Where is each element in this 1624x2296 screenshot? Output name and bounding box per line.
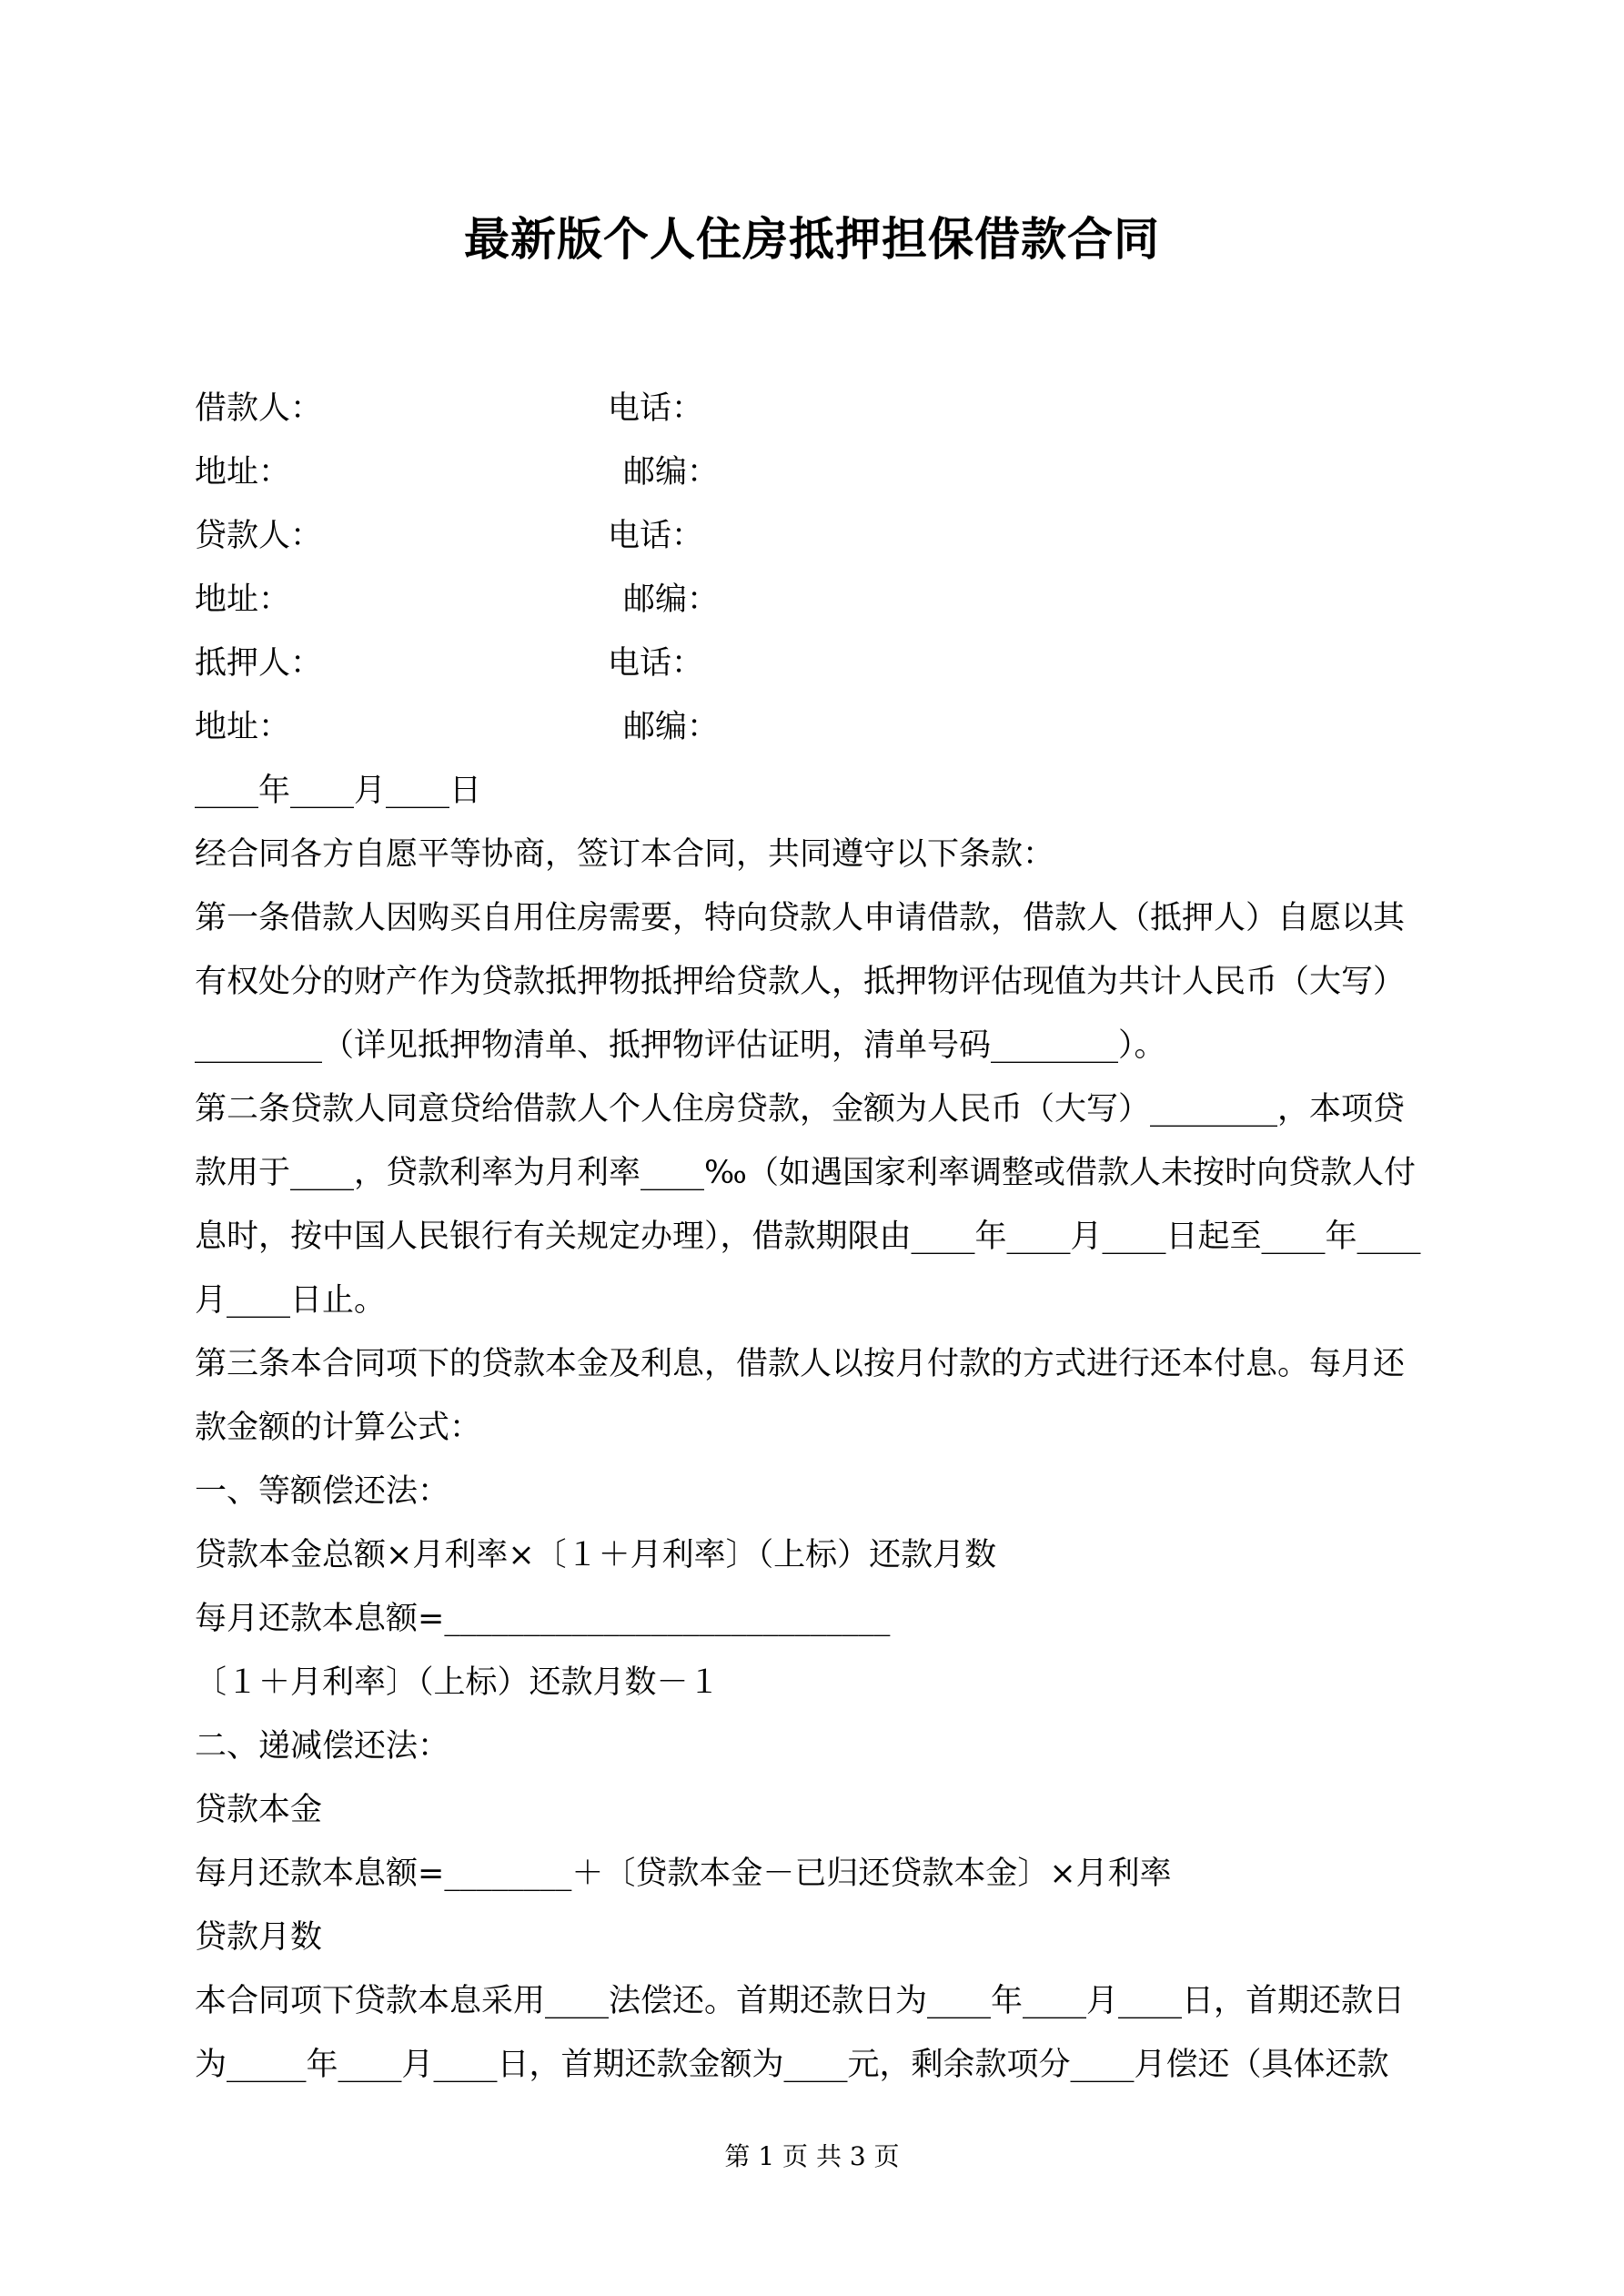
body-line: 本合同项下贷款本息采用____法偿还。首期还款日为____年____月____日，首期还款日 <box>195 1983 1406 2019</box>
page-footer: 第 1 页 共 3 页 <box>724 2141 900 2171</box>
body-line: 第三条本合同项下的贷款本金及利息，借款人以按月付款的方式进行还本付息。每月还 <box>195 1346 1406 1382</box>
date-line: ____年____月____日 <box>195 773 482 809</box>
body-line: 经合同各方自愿平等协商，签订本合同，共同遵守以下条款： <box>195 836 1055 873</box>
body-line: 一、等额偿还法： <box>195 1473 450 1510</box>
body-line: 贷款本金 <box>195 1792 323 1828</box>
body-line: 月____日止。 <box>195 1282 387 1319</box>
body-line: 为_____年____月____日，首期还款金额为____元，剩余款项分____月偿还（具体还款 <box>195 2047 1389 2083</box>
body-line: 第一条借款人因购买自用住房需要，特向贷款人申请借款，借款人（抵押人）自愿以其 <box>195 900 1406 936</box>
body-line: 每月还款本息额=________＋〔贷款本金－已归还贷款本金〕×月利率 <box>195 1856 1172 1892</box>
lender-postcode-label: 邮编： <box>623 582 720 618</box>
borrower-address-label: 地址： <box>195 454 291 491</box>
body-line: ________（详见抵押物清单、抵押物评估证明，清单号码________）。 <box>195 1027 1166 1064</box>
borrower-phone-label: 电话： <box>608 390 704 427</box>
body-line: 款金额的计算公式： <box>195 1410 482 1446</box>
body-line: 贷款本金总额×月利率×〔１＋月利率〕（上标）还款月数 <box>195 1537 997 1573</box>
borrower-label: 借款人： <box>195 390 323 427</box>
body-line: 每月还款本息额=____________________________ <box>195 1601 891 1637</box>
mortgagor-postcode-label: 邮编： <box>623 709 720 745</box>
mortgagor-phone-label: 电话： <box>608 645 704 682</box>
body-line: 第二条贷款人同意贷给借款人个人住房贷款，金额为人民币（大写）________，本项贷 <box>195 1091 1406 1128</box>
body-line: 有权处分的财产作为贷款抵押物抵押给贷款人，抵押物评估现值为共计人民币（大写） <box>195 964 1406 1000</box>
lender-label: 贷款人： <box>195 518 323 554</box>
body-line: 息时，按中国人民银行有关规定办理），借款期限由____年____月____日起至____年____ <box>195 1219 1421 1255</box>
borrower-postcode-label: 邮编： <box>623 454 720 491</box>
mortgagor-label: 抵押人： <box>195 645 323 682</box>
document-title: 最新版个人住房抵押担保借款合同 <box>464 212 1160 266</box>
body-line: 贷款月数 <box>195 1919 323 1956</box>
body-line: 〔１＋月利率〕（上标）还款月数－１ <box>195 1664 721 1701</box>
body-line: 款用于____，贷款利率为月利率____‰（如遇国家利率调整或借款人未按时向贷款人付 <box>195 1155 1416 1191</box>
lender-phone-label: 电话： <box>608 518 704 554</box>
mortgagor-address-label: 地址： <box>195 709 291 745</box>
lender-address-label: 地址： <box>195 582 291 618</box>
body-line: 二、递减偿还法： <box>195 1728 450 1765</box>
